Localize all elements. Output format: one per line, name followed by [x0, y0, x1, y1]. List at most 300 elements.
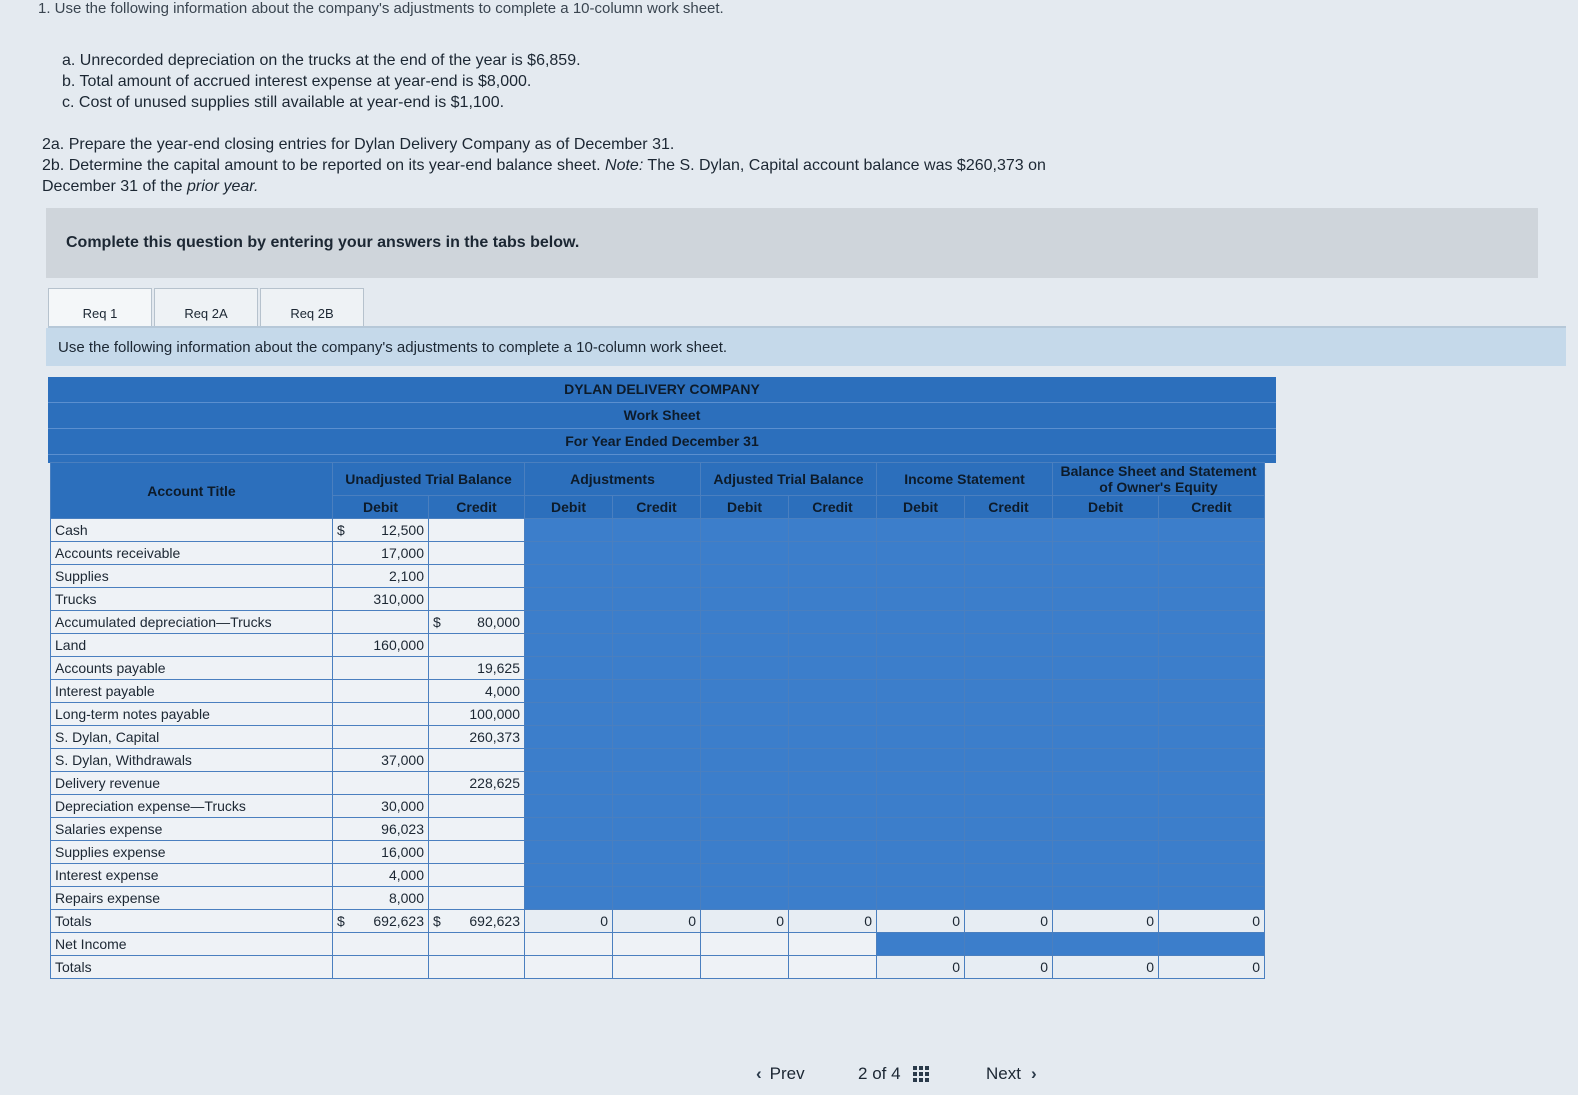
answer-input-cell[interactable]	[701, 864, 789, 887]
dollar-sign: $	[337, 913, 345, 929]
utb-credit-cell	[429, 864, 525, 887]
sheet-period: For Year Ended December 31	[48, 429, 1276, 455]
utb-credit-cell	[429, 519, 525, 542]
account-title: S. Dylan, Capital	[51, 726, 333, 749]
amount: 160,000	[373, 637, 424, 653]
answer-input-cell[interactable]	[965, 680, 1053, 703]
empty-cell	[789, 956, 877, 979]
utb-debit-cell	[333, 864, 429, 887]
answer-input-cell[interactable]	[613, 841, 701, 864]
answer-input-cell[interactable]	[1159, 841, 1265, 864]
table-row	[51, 565, 1265, 588]
account-title: Supplies	[51, 565, 333, 588]
account-title: S. Dylan, Withdrawals	[51, 749, 333, 772]
empty-cell	[789, 933, 877, 956]
answer-input-cell[interactable]	[789, 588, 877, 611]
col-credit-header: Credit	[1159, 496, 1265, 519]
empty-cell	[333, 933, 429, 956]
answer-input-cell[interactable]	[1053, 519, 1159, 542]
amount: 12,500	[381, 522, 424, 538]
answer-input-cell[interactable]	[789, 726, 877, 749]
chevron-left-icon: ‹	[756, 1064, 762, 1083]
utb-credit-cell	[429, 841, 525, 864]
answer-input-cell[interactable]	[613, 588, 701, 611]
table-row	[51, 588, 1265, 611]
answer-input-cell[interactable]	[613, 887, 701, 910]
utb-debit-cell	[333, 657, 429, 680]
dollar-sign: $	[337, 522, 345, 538]
answer-input-cell[interactable]	[1053, 772, 1159, 795]
total-value-cell: 0	[525, 910, 613, 933]
answer-input-cell[interactable]	[1053, 841, 1159, 864]
utb-credit-cell	[429, 772, 525, 795]
answer-input-cell[interactable]	[613, 565, 701, 588]
fact-a: a. Unrecorded depreciation on the trucks at the end of the year is $6,859.	[62, 52, 581, 69]
table-row	[51, 772, 1265, 795]
utb-credit-cell	[429, 657, 525, 680]
col-debit-header: Debit	[701, 496, 789, 519]
grid-icon	[913, 1066, 929, 1082]
answer-input-cell[interactable]	[1053, 818, 1159, 841]
amount: 8,000	[388, 890, 424, 906]
answer-input-cell[interactable]	[877, 887, 965, 910]
account-title-header: Account Title	[51, 463, 333, 519]
answer-input-cell[interactable]	[789, 634, 877, 657]
sheet-title: Work Sheet	[48, 403, 1276, 429]
answer-input-cell[interactable]	[965, 818, 1053, 841]
answer-input-cell[interactable]	[877, 818, 965, 841]
answer-input-cell[interactable]	[1053, 542, 1159, 565]
answer-input-cell[interactable]	[1053, 864, 1159, 887]
table-row	[51, 657, 1265, 680]
answer-input-cell[interactable]	[789, 611, 877, 634]
answer-input-cell[interactable]	[525, 519, 613, 542]
tab-req-2a[interactable]: Req 2A	[154, 288, 258, 338]
answer-input-cell[interactable]	[1053, 634, 1159, 657]
answer-input-cell[interactable]	[965, 542, 1053, 565]
answer-input-cell[interactable]	[1053, 657, 1159, 680]
table-row	[51, 795, 1265, 818]
company-name: DYLAN DELIVERY COMPANY	[48, 377, 1276, 403]
answer-input-cell[interactable]	[613, 772, 701, 795]
amount: 310,000	[373, 591, 424, 607]
answer-input-cell[interactable]	[613, 657, 701, 680]
tab-req-2b[interactable]: Req 2B	[260, 288, 364, 338]
col-credit-header: Credit	[965, 496, 1053, 519]
account-title: Repairs expense	[51, 887, 333, 910]
answer-input-cell[interactable]	[877, 680, 965, 703]
total-value-cell: 0	[613, 910, 701, 933]
col-debit-header: Debit	[333, 496, 429, 519]
answer-input-cell[interactable]	[965, 657, 1053, 680]
answer-input-cell[interactable]	[877, 703, 965, 726]
table-row	[51, 519, 1265, 542]
account-title: Salaries expense	[51, 818, 333, 841]
answer-input-cell[interactable]	[701, 565, 789, 588]
answer-input-cell[interactable]	[789, 795, 877, 818]
adjustment-facts	[62, 50, 581, 113]
answer-input-cell[interactable]	[877, 588, 965, 611]
answer-input-cell[interactable]	[525, 864, 613, 887]
answer-input-cell[interactable]	[877, 542, 965, 565]
answer-input-cell[interactable]	[1159, 565, 1265, 588]
answer-input-cell[interactable]	[613, 703, 701, 726]
requirements	[42, 134, 1062, 197]
utb-debit-cell	[333, 519, 429, 542]
amount: 100,000	[469, 706, 520, 722]
net-income-row	[51, 933, 1265, 956]
answer-input-cell[interactable]	[613, 611, 701, 634]
final-total-value: 0	[877, 956, 965, 979]
total-value-cell: 0	[877, 910, 965, 933]
answer-input-cell[interactable]	[701, 657, 789, 680]
table-row	[51, 634, 1265, 657]
account-title: Land	[51, 634, 333, 657]
account-title: Cash	[51, 519, 333, 542]
utb-debit-cell	[333, 841, 429, 864]
answer-input-cell[interactable]	[1159, 726, 1265, 749]
req-2b-text: 2b. Determine the capital amount to be reported on its year-end balance sheet. Note: The S. Dylan, Capital account balance was $260,373 on December 31 of the prior year.	[42, 157, 1046, 195]
utb-credit-cell	[429, 611, 525, 634]
account-title: Trucks	[51, 588, 333, 611]
empty-cell	[525, 956, 613, 979]
answer-input-cell[interactable]	[613, 726, 701, 749]
amount: 260,373	[469, 729, 520, 745]
table-row	[51, 542, 1265, 565]
answer-input-cell[interactable]	[965, 864, 1053, 887]
table-row	[51, 841, 1265, 864]
intro-text-cut: 1. Use the following information about the company's adjustments to complete a 10-column work sheet.	[38, 0, 724, 17]
utb-credit-cell	[429, 634, 525, 657]
answer-input-cell[interactable]	[1159, 657, 1265, 680]
utb-credit-cell	[429, 818, 525, 841]
net-income-label: Net Income	[51, 933, 333, 956]
amount: 16,000	[381, 844, 424, 860]
answer-input-cell[interactable]	[1053, 565, 1159, 588]
answer-input-cell[interactable]	[525, 818, 613, 841]
amount: 80,000	[477, 614, 520, 630]
utb-debit-cell	[333, 680, 429, 703]
answer-input-cell[interactable]	[613, 634, 701, 657]
answer-input-cell[interactable]	[1159, 703, 1265, 726]
utb-total-credit	[429, 910, 525, 933]
answer-input-cell[interactable]	[877, 726, 965, 749]
answer-input-cell[interactable]	[1053, 588, 1159, 611]
empty-cell	[429, 933, 525, 956]
answer-input-cell[interactable]	[965, 519, 1053, 542]
account-title: Depreciation expense—Trucks	[51, 795, 333, 818]
answer-input-cell[interactable]	[965, 772, 1053, 795]
answer-input-cell[interactable]	[877, 795, 965, 818]
empty-cell	[525, 933, 613, 956]
total-value-cell: 0	[789, 910, 877, 933]
table-row	[51, 680, 1265, 703]
final-totals-label: Totals	[51, 956, 333, 979]
answer-input-cell[interactable]	[701, 519, 789, 542]
worksheet-heading	[48, 377, 1276, 463]
answer-input-cell[interactable]	[525, 703, 613, 726]
account-title: Accounts receivable	[51, 542, 333, 565]
answer-input-cell[interactable]	[525, 887, 613, 910]
utb-credit-cell	[429, 565, 525, 588]
fact-b: b. Total amount of accrued interest expense at year-end is $8,000.	[62, 73, 532, 90]
utb-debit-cell	[333, 887, 429, 910]
total-value-cell: 0	[701, 910, 789, 933]
answer-input-cell[interactable]	[613, 749, 701, 772]
answer-input-cell[interactable]	[1159, 634, 1265, 657]
utb-debit-cell	[333, 542, 429, 565]
answer-input-cell[interactable]	[525, 795, 613, 818]
amount: 17,000	[381, 545, 424, 561]
empty-cell	[429, 956, 525, 979]
req-2a-text: 2a. Prepare the year-end closing entries for Dylan Delivery Company as of December 31.	[42, 136, 675, 153]
utb-credit-cell	[429, 795, 525, 818]
answer-input-cell[interactable]	[701, 703, 789, 726]
answer-input-cell[interactable]	[525, 726, 613, 749]
chevron-right-icon: ›	[1030, 1064, 1037, 1083]
table-row	[51, 864, 1265, 887]
page-indicator[interactable]: 2 of 4	[858, 1064, 929, 1084]
prev-button[interactable]: ‹ Prev	[756, 1064, 805, 1083]
table-row	[51, 887, 1265, 910]
utb-debit-cell	[333, 818, 429, 841]
net-income-input[interactable]	[1159, 933, 1265, 956]
answer-input-cell[interactable]	[525, 611, 613, 634]
answer-input-cell[interactable]	[701, 887, 789, 910]
answer-input-cell[interactable]	[1159, 818, 1265, 841]
answer-input-cell[interactable]	[1053, 680, 1159, 703]
answer-input-cell[interactable]	[1159, 772, 1265, 795]
empty-cell	[613, 933, 701, 956]
answer-input-cell[interactable]	[525, 657, 613, 680]
answer-input-cell[interactable]	[1053, 749, 1159, 772]
amount: 37,000	[381, 752, 424, 768]
account-title: Accumulated depreciation—Trucks	[51, 611, 333, 634]
answer-input-cell[interactable]	[525, 841, 613, 864]
answer-input-cell[interactable]	[1159, 864, 1265, 887]
total-value-cell: 0	[1053, 910, 1159, 933]
answer-input-cell[interactable]	[701, 841, 789, 864]
answer-input-cell[interactable]	[613, 864, 701, 887]
answer-input-cell[interactable]	[1159, 588, 1265, 611]
amount: 2,100	[388, 568, 424, 584]
empty-cell	[701, 933, 789, 956]
answer-input-cell[interactable]	[701, 588, 789, 611]
answer-input-cell[interactable]	[1053, 611, 1159, 634]
answer-input-cell[interactable]	[789, 680, 877, 703]
answer-input-cell[interactable]	[877, 611, 965, 634]
empty-cell	[333, 956, 429, 979]
table-row	[51, 611, 1265, 634]
utb-debit-cell	[333, 588, 429, 611]
amount: 228,625	[469, 775, 520, 791]
answer-input-cell[interactable]	[1159, 795, 1265, 818]
answer-input-cell[interactable]	[701, 542, 789, 565]
answer-input-cell[interactable]	[877, 565, 965, 588]
work-sheet-table	[50, 462, 1265, 979]
answer-input-cell[interactable]	[525, 634, 613, 657]
answer-input-cell[interactable]	[877, 634, 965, 657]
tab-req-1[interactable]: Req 1	[48, 288, 152, 338]
answer-input-cell[interactable]	[525, 772, 613, 795]
answer-input-cell[interactable]	[965, 565, 1053, 588]
answer-input-cell[interactable]	[877, 841, 965, 864]
account-title: Supplies expense	[51, 841, 333, 864]
empty-cell	[701, 956, 789, 979]
answer-input-cell[interactable]	[789, 749, 877, 772]
answer-input-cell[interactable]	[701, 726, 789, 749]
amount: 96,023	[381, 821, 424, 837]
final-total-value: 0	[965, 956, 1053, 979]
answer-input-cell[interactable]	[525, 588, 613, 611]
final-total-value: 0	[1053, 956, 1159, 979]
answer-input-cell[interactable]	[877, 772, 965, 795]
table-row	[51, 749, 1265, 772]
answer-input-cell[interactable]	[965, 726, 1053, 749]
col-debit-header: Debit	[1053, 496, 1159, 519]
col-credit-header: Credit	[429, 496, 525, 519]
answer-input-cell[interactable]	[701, 795, 789, 818]
answer-input-cell[interactable]	[965, 634, 1053, 657]
final-total-value: 0	[1159, 956, 1265, 979]
account-title: Accounts payable	[51, 657, 333, 680]
answer-input-cell[interactable]	[1159, 542, 1265, 565]
answer-input-cell[interactable]	[789, 864, 877, 887]
utb-credit-cell	[429, 542, 525, 565]
answer-input-cell[interactable]	[965, 588, 1053, 611]
answer-input-cell[interactable]	[701, 611, 789, 634]
answer-input-cell[interactable]	[789, 519, 877, 542]
net-income-input[interactable]	[1053, 933, 1159, 956]
answer-input-cell[interactable]	[789, 542, 877, 565]
answer-input-cell[interactable]	[1159, 519, 1265, 542]
utb-debit-cell	[333, 749, 429, 772]
total-value-cell: 0	[965, 910, 1053, 933]
fact-c: c. Cost of unused supplies still available at year-end is $1,100.	[62, 94, 505, 111]
amount: 4,000	[388, 867, 424, 883]
answer-input-cell[interactable]	[965, 795, 1053, 818]
answer-input-cell[interactable]	[613, 680, 701, 703]
answer-input-cell[interactable]	[789, 657, 877, 680]
utb-credit-cell	[429, 588, 525, 611]
answer-input-cell[interactable]	[525, 542, 613, 565]
balance-sheet-header: Balance Sheet and Statement of Owner's Equity	[1053, 463, 1265, 496]
answer-input-cell[interactable]	[877, 657, 965, 680]
table-row	[51, 818, 1265, 841]
answer-input-cell[interactable]	[1053, 887, 1159, 910]
account-title: Interest expense	[51, 864, 333, 887]
utb-header: Unadjusted Trial Balance	[333, 463, 525, 496]
totals-label: Totals	[51, 910, 333, 933]
utb-debit-cell	[333, 772, 429, 795]
answer-input-cell[interactable]	[965, 703, 1053, 726]
answer-input-cell[interactable]	[789, 772, 877, 795]
tab-instruction: Use the following information about the company's adjustments to complete a 10-column work sheet.	[46, 328, 1566, 366]
table-row	[51, 726, 1265, 749]
utb-credit-cell	[429, 703, 525, 726]
utb-total-debit	[333, 910, 429, 933]
answer-input-cell[interactable]	[1053, 726, 1159, 749]
answer-input-cell[interactable]	[701, 680, 789, 703]
answer-input-cell[interactable]	[525, 565, 613, 588]
answer-input-cell[interactable]	[965, 749, 1053, 772]
net-income-input[interactable]	[877, 933, 965, 956]
answer-input-cell[interactable]	[965, 611, 1053, 634]
amount: 4,000	[484, 683, 520, 699]
amount: 30,000	[381, 798, 424, 814]
utb-debit-cell	[333, 611, 429, 634]
answer-input-cell[interactable]	[789, 841, 877, 864]
utb-credit-cell	[429, 726, 525, 749]
col-debit-header: Debit	[877, 496, 965, 519]
totals-row	[51, 910, 1265, 933]
answer-input-cell[interactable]	[789, 703, 877, 726]
total-value-cell: 0	[1159, 910, 1265, 933]
col-debit-header: Debit	[525, 496, 613, 519]
utb-debit-cell	[333, 703, 429, 726]
answer-input-cell[interactable]	[613, 542, 701, 565]
answer-input-cell[interactable]	[965, 841, 1053, 864]
utb-debit-cell	[333, 634, 429, 657]
next-button[interactable]: Next ›	[986, 1064, 1037, 1083]
account-title: Interest payable	[51, 680, 333, 703]
utb-debit-cell	[333, 726, 429, 749]
answer-input-cell[interactable]	[965, 887, 1053, 910]
income-statement-header: Income Statement	[877, 463, 1053, 496]
utb-debit-cell	[333, 795, 429, 818]
answer-input-cell[interactable]	[701, 818, 789, 841]
answer-input-cell[interactable]	[1159, 887, 1265, 910]
col-credit-header: Credit	[613, 496, 701, 519]
utb-credit-cell	[429, 680, 525, 703]
dollar-sign: $	[433, 913, 441, 929]
answer-input-cell[interactable]	[701, 749, 789, 772]
net-income-input[interactable]	[965, 933, 1053, 956]
answer-input-cell[interactable]	[877, 519, 965, 542]
utb-credit-cell	[429, 749, 525, 772]
answer-input-cell[interactable]	[877, 749, 965, 772]
instructions-banner: Complete this question by entering your answers in the tabs below.	[46, 208, 1538, 278]
account-title: Delivery revenue	[51, 772, 333, 795]
table-row	[51, 703, 1265, 726]
answer-input-cell[interactable]	[613, 818, 701, 841]
answer-input-cell[interactable]	[1159, 749, 1265, 772]
answer-input-cell[interactable]	[1053, 795, 1159, 818]
answer-input-cell[interactable]	[1159, 680, 1265, 703]
adjustments-header: Adjustments	[525, 463, 701, 496]
answer-input-cell[interactable]	[613, 795, 701, 818]
answer-input-cell[interactable]	[789, 887, 877, 910]
answer-input-cell[interactable]	[1053, 703, 1159, 726]
utb-credit-cell	[429, 887, 525, 910]
answer-input-cell[interactable]	[789, 565, 877, 588]
dollar-sign: $	[433, 614, 441, 630]
answer-input-cell[interactable]	[701, 634, 789, 657]
account-title: Long-term notes payable	[51, 703, 333, 726]
col-credit-header: Credit	[789, 496, 877, 519]
final-totals-row	[51, 956, 1265, 979]
answer-input-cell[interactable]	[525, 749, 613, 772]
answer-input-cell[interactable]	[613, 519, 701, 542]
answer-input-cell[interactable]	[701, 772, 789, 795]
amount: 692,623	[373, 913, 424, 929]
answer-input-cell[interactable]	[789, 818, 877, 841]
answer-input-cell[interactable]	[525, 680, 613, 703]
answer-input-cell[interactable]	[877, 864, 965, 887]
answer-input-cell[interactable]	[1159, 611, 1265, 634]
atb-header: Adjusted Trial Balance	[701, 463, 877, 496]
amount: 692,623	[469, 913, 520, 929]
